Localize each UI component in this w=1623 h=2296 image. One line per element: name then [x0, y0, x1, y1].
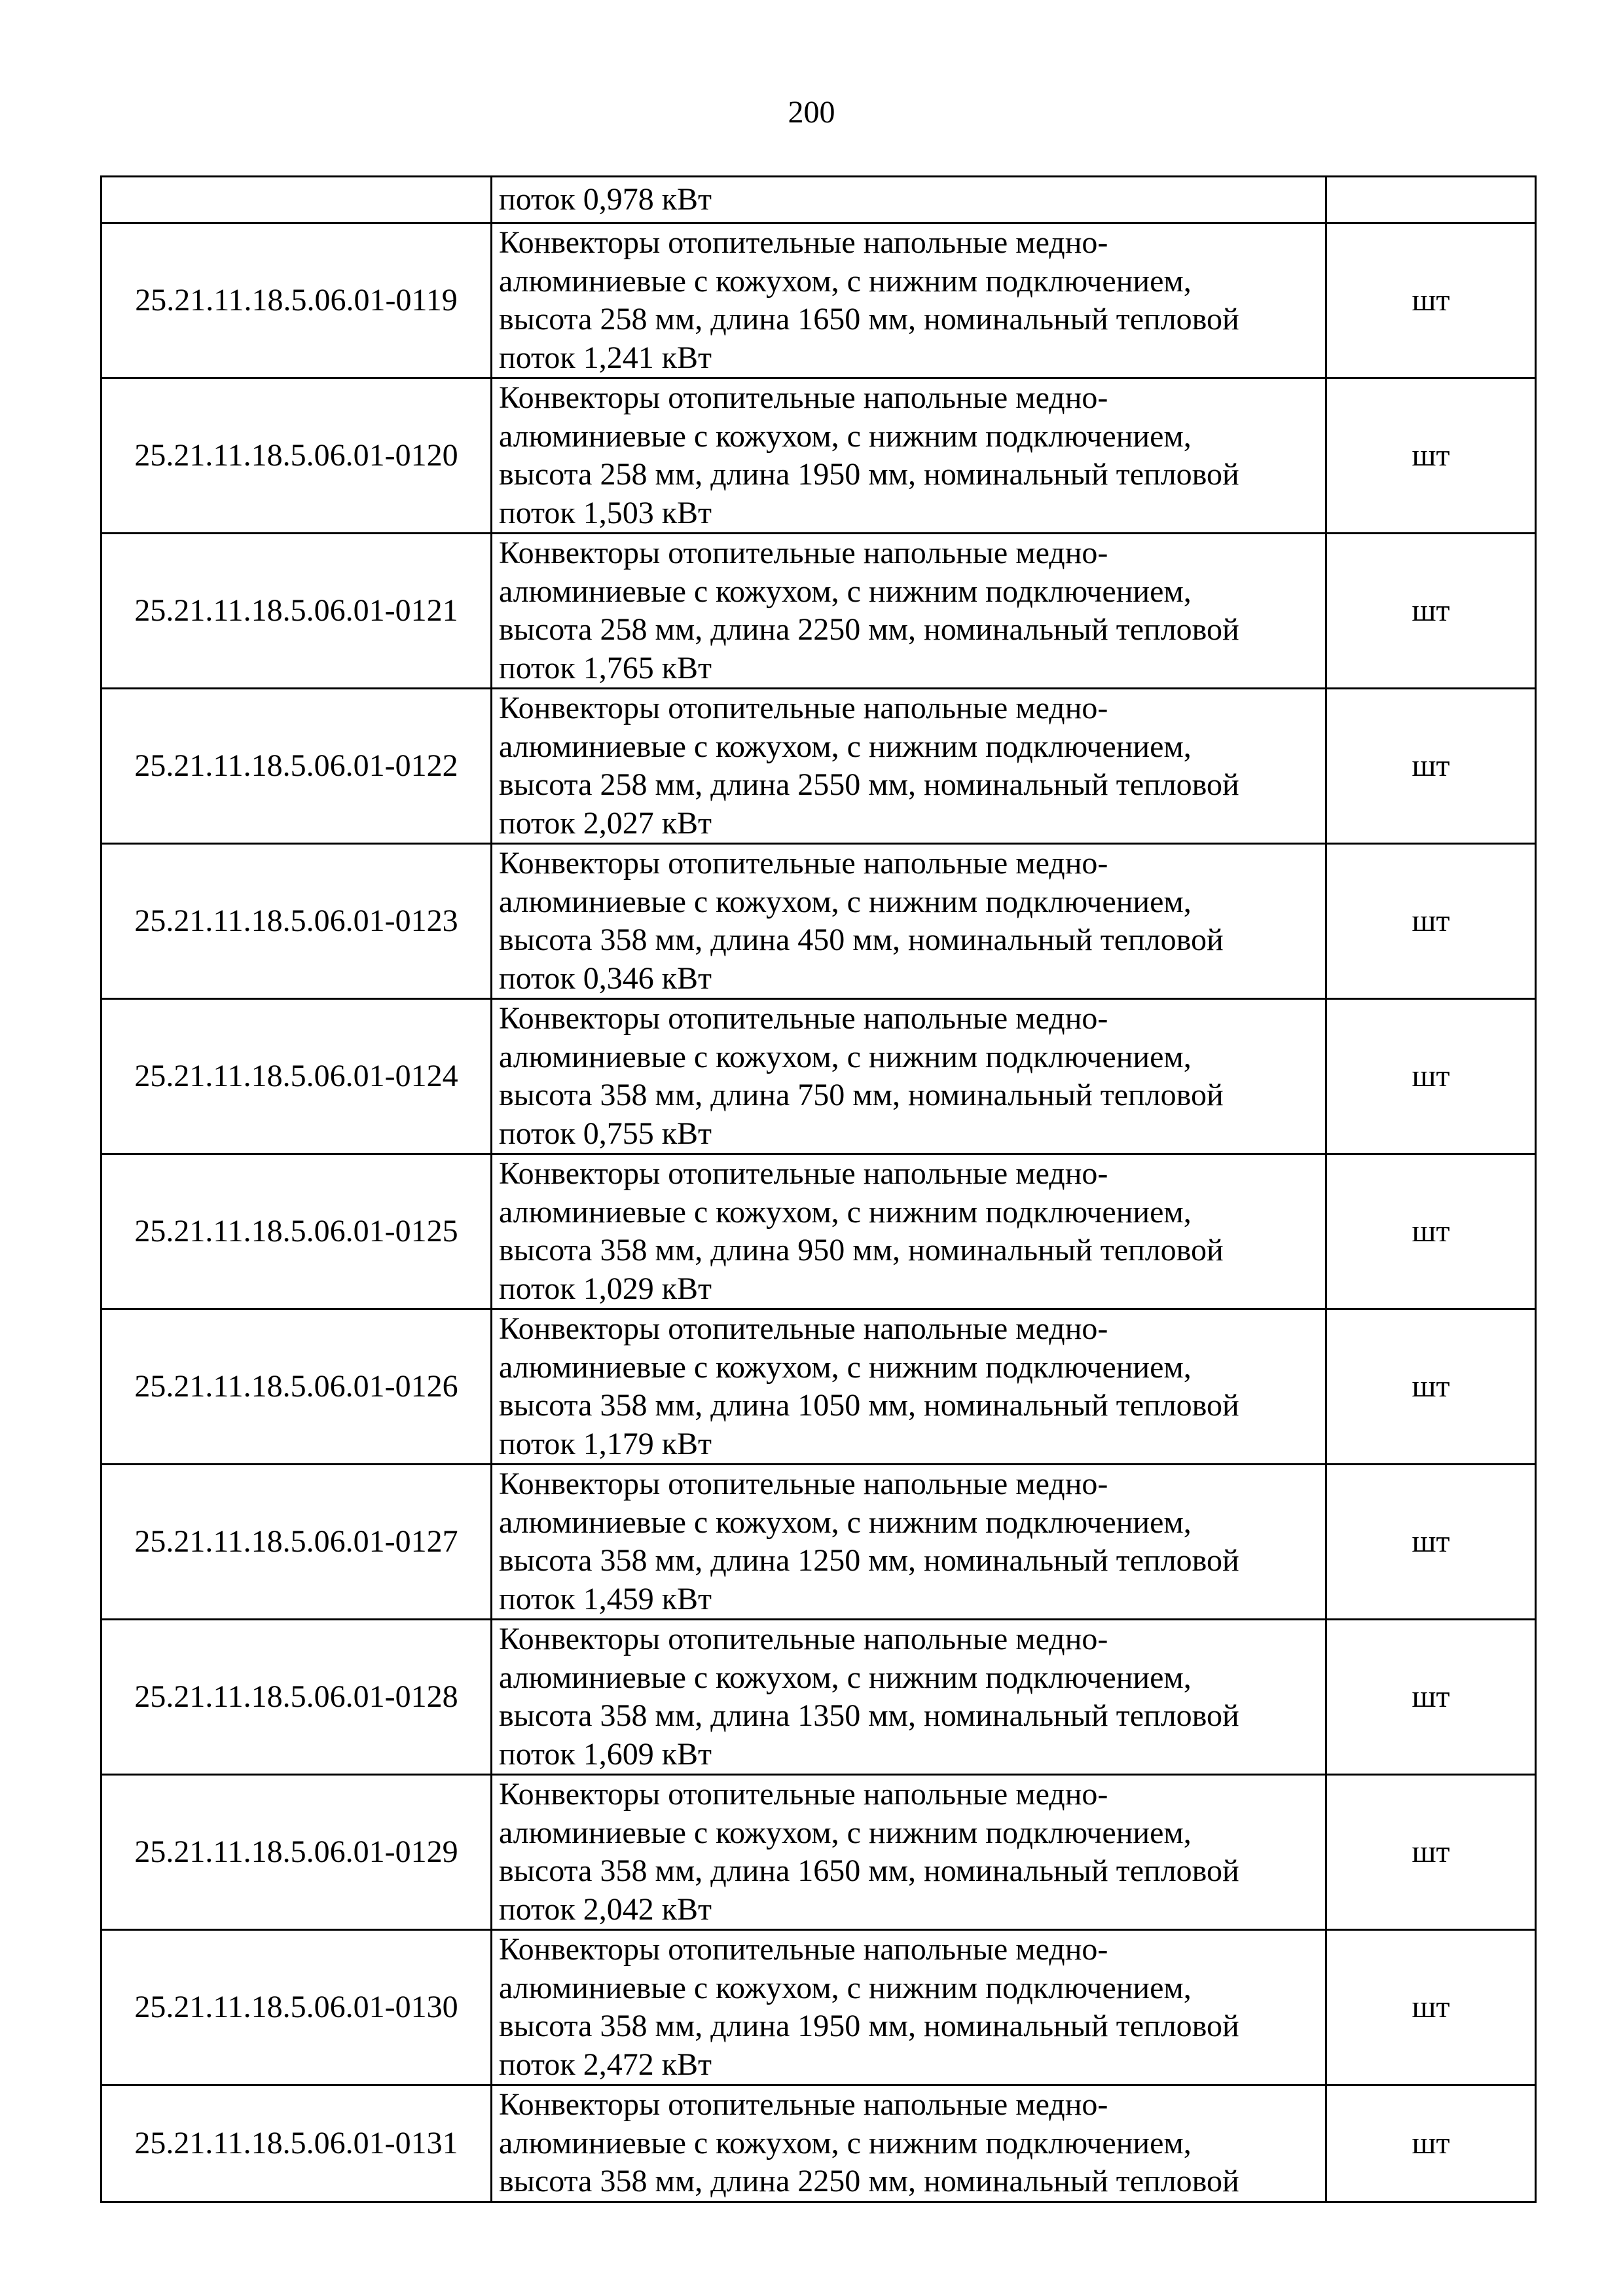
- table-row: [101, 1775, 1536, 1930]
- unit-of-measure: шт: [1326, 1465, 1536, 1620]
- resource-code: 25.21.11.18.5.06.01-0124: [101, 999, 492, 1154]
- resource-description: Конвекторы отопительные напольные медно- алюминиевые с кожухом, с нижним подключением, высота 358 мм, длина 1250 мм, номинальный тепловой поток 1,459 кВт: [492, 1465, 1326, 1620]
- resource-description: Конвекторы отопительные напольные медно- алюминиевые с кожухом, с нижним подключением, высота 358 мм, длина 750 мм, номинальный тепловой поток 0,755 кВт: [492, 999, 1326, 1154]
- unit-of-measure: шт: [1326, 223, 1536, 378]
- resource-description: Конвекторы отопительные напольные медно- алюминиевые с кожухом, с нижним подключением, высота 358 мм, длина 950 мм, номинальный тепловой поток 1,029 кВт: [492, 1154, 1326, 1309]
- resource-code: 25.21.11.18.5.06.01-0128: [101, 1620, 492, 1775]
- unit-of-measure: шт: [1326, 1309, 1536, 1465]
- unit-of-measure: шт: [1326, 534, 1536, 689]
- resource-description: Конвекторы отопительные напольные медно- алюминиевые с кожухом, с нижним подключением, высота 258 мм, длина 1950 мм, номинальный тепловой поток 1,503 кВт: [492, 378, 1326, 534]
- resource-code: 25.21.11.18.5.06.01-0125: [101, 1154, 492, 1309]
- resource-description: Конвекторы отопительные напольные медно- алюминиевые с кожухом, с нижним подключением, высота 358 мм, длина 2250 мм, номинальный тепловой: [492, 2085, 1326, 2202]
- resource-description: Конвекторы отопительные напольные медно- алюминиевые с кожухом, с нижним подключением, высота 358 мм, длина 450 мм, номинальный тепловой поток 0,346 кВт: [492, 844, 1326, 999]
- resource-description: Конвекторы отопительные напольные медно- алюминиевые с кожухом, с нижним подключением, высота 258 мм, длина 1650 мм, номинальный тепловой поток 1,241 кВт: [492, 223, 1326, 378]
- resource-description: Конвекторы отопительные напольные медно- алюминиевые с кожухом, с нижним подключением, высота 258 мм, длина 2250 мм, номинальный тепловой поток 1,765 кВт: [492, 534, 1326, 689]
- resource-description: Конвекторы отопительные напольные медно- алюминиевые с кожухом, с нижним подключением, высота 358 мм, длина 1650 мм, номинальный тепловой поток 2,042 кВт: [492, 1775, 1326, 1930]
- resource-code: 25.21.11.18.5.06.01-0123: [101, 844, 492, 999]
- table-row: [101, 689, 1536, 844]
- unit-of-measure: шт: [1326, 1775, 1536, 1930]
- resource-code: 25.21.11.18.5.06.01-0127: [101, 1465, 492, 1620]
- unit-of-measure: шт: [1326, 1930, 1536, 2085]
- resource-description: Конвекторы отопительные напольные медно- алюминиевые с кожухом, с нижним подключением, высота 258 мм, длина 2550 мм, номинальный тепловой поток 2,027 кВт: [492, 689, 1326, 844]
- resource-code: 25.21.11.18.5.06.01-0126: [101, 1309, 492, 1465]
- table-row: [101, 1309, 1536, 1465]
- resource-code: 25.21.11.18.5.06.01-0119: [101, 223, 492, 378]
- page-number: 200: [788, 95, 835, 130]
- unit-of-measure: шт: [1326, 1154, 1536, 1309]
- resource-description: Конвекторы отопительные напольные медно- алюминиевые с кожухом, с нижним подключением, высота 358 мм, длина 1050 мм, номинальный тепловой поток 1,179 кВт: [492, 1309, 1326, 1465]
- table-row: [101, 999, 1536, 1154]
- resource-code: 25.21.11.18.5.06.01-0120: [101, 378, 492, 534]
- resource-code: 25.21.11.18.5.06.01-0129: [101, 1775, 492, 1930]
- resource-code: 25.21.11.18.5.06.01-0130: [101, 1930, 492, 2085]
- table-row: [101, 844, 1536, 999]
- resource-description: Конвекторы отопительные напольные медно- алюминиевые с кожухом, с нижним подключением, высота 358 мм, длина 1350 мм, номинальный тепловой поток 1,609 кВт: [492, 1620, 1326, 1775]
- table-row: [101, 1154, 1536, 1309]
- table-row: [101, 223, 1536, 378]
- unit-of-measure: шт: [1326, 999, 1536, 1154]
- resource-code: 25.21.11.18.5.06.01-0131: [101, 2085, 492, 2202]
- table-row: [101, 534, 1536, 689]
- resource-description: Конвекторы отопительные напольные медно- алюминиевые с кожухом, с нижним подключением, высота 358 мм, длина 1950 мм, номинальный тепловой поток 2,472 кВт: [492, 1930, 1326, 2085]
- unit-of-measure: шт: [1326, 378, 1536, 534]
- table-row: [101, 1930, 1536, 2085]
- table-row: [101, 177, 1536, 223]
- table-row: [101, 378, 1536, 534]
- unit-of-measure: [1326, 177, 1536, 223]
- unit-of-measure: шт: [1326, 2085, 1536, 2202]
- unit-of-measure: шт: [1326, 1620, 1536, 1775]
- table-row: [101, 1465, 1536, 1620]
- resource-code: [101, 177, 492, 223]
- unit-of-measure: шт: [1326, 844, 1536, 999]
- resource-code: 25.21.11.18.5.06.01-0122: [101, 689, 492, 844]
- table-row: [101, 2085, 1536, 2202]
- resource-table: [100, 175, 1537, 2203]
- unit-of-measure: шт: [1326, 689, 1536, 844]
- table-row: [101, 1620, 1536, 1775]
- resource-description: поток 0,978 кВт: [492, 177, 1326, 223]
- resource-code: 25.21.11.18.5.06.01-0121: [101, 534, 492, 689]
